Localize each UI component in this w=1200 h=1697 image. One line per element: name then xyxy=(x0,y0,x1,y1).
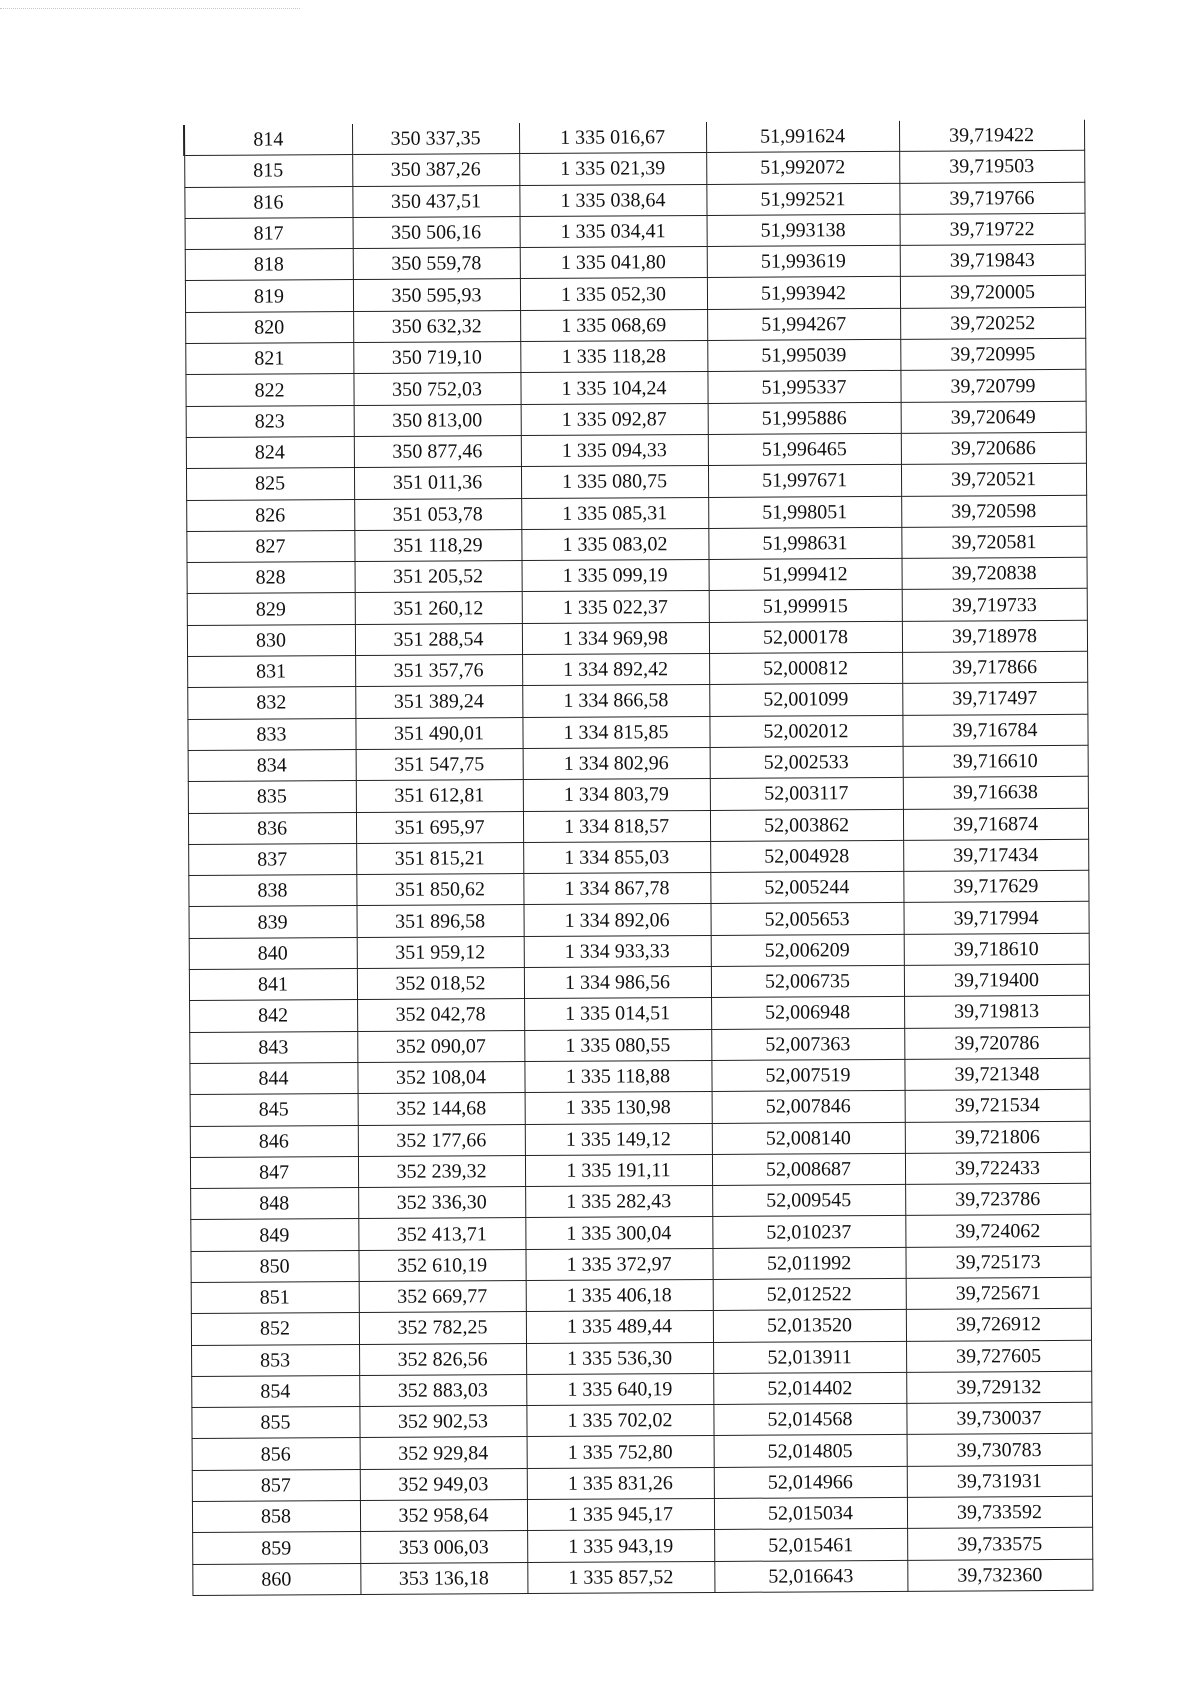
point-number-cell: 844 xyxy=(189,1062,357,1094)
x-coordinate-cell: 352 826,56 xyxy=(359,1343,526,1375)
longitude-cell: 39,719766 xyxy=(899,182,1084,214)
x-coordinate-cell: 353 136,18 xyxy=(360,1562,527,1594)
point-number-cell: 843 xyxy=(189,1031,357,1063)
point-number-cell: 850 xyxy=(190,1250,358,1282)
longitude-cell: 39,719503 xyxy=(899,151,1084,183)
point-number-cell: 849 xyxy=(190,1219,358,1251)
x-coordinate-cell: 352 958,64 xyxy=(360,1500,527,1532)
point-number-cell: 859 xyxy=(192,1532,360,1564)
x-coordinate-cell: 351 815,21 xyxy=(356,842,523,874)
latitude-cell: 52,015034 xyxy=(714,1497,907,1529)
latitude-cell: 52,002533 xyxy=(710,746,903,778)
table-row xyxy=(189,996,1089,1032)
point-number-cell: 814 xyxy=(184,124,352,156)
x-coordinate-cell: 350 387,26 xyxy=(352,154,519,186)
x-coordinate-cell: 351 260,12 xyxy=(355,592,522,624)
latitude-cell: 51,993619 xyxy=(707,246,900,278)
longitude-cell: 39,726912 xyxy=(906,1309,1091,1341)
table-row xyxy=(184,151,1084,187)
y-coordinate-cell: 1 334 969,98 xyxy=(522,622,709,654)
x-coordinate-cell: 350 559,78 xyxy=(353,248,520,280)
latitude-cell: 52,014402 xyxy=(713,1372,906,1404)
latitude-cell: 52,013520 xyxy=(713,1310,906,1342)
point-number-cell: 832 xyxy=(187,687,355,719)
longitude-cell: 39,725671 xyxy=(906,1277,1091,1309)
x-coordinate-cell: 350 813,00 xyxy=(354,404,521,436)
longitude-cell: 39,716784 xyxy=(902,714,1087,746)
table-row xyxy=(190,1246,1090,1282)
table-row xyxy=(190,1089,1090,1125)
x-coordinate-cell: 351 896,58 xyxy=(357,905,524,937)
x-coordinate-cell: 350 877,46 xyxy=(354,436,521,468)
y-coordinate-cell: 1 334 892,06 xyxy=(523,904,710,936)
longitude-cell: 39,720252 xyxy=(900,307,1085,339)
latitude-cell: 52,014568 xyxy=(713,1404,906,1436)
longitude-cell: 39,719813 xyxy=(904,996,1089,1028)
y-coordinate-cell: 1 334 803,79 xyxy=(523,779,710,811)
longitude-cell: 39,732360 xyxy=(907,1559,1092,1591)
y-coordinate-cell: 1 335 149,12 xyxy=(525,1123,712,1155)
x-coordinate-cell: 352 949,03 xyxy=(360,1468,527,1500)
table-row xyxy=(185,244,1085,280)
point-number-cell: 858 xyxy=(192,1501,360,1533)
y-coordinate-cell: 1 335 085,31 xyxy=(521,497,708,529)
point-number-cell: 827 xyxy=(186,530,354,562)
point-number-cell: 831 xyxy=(187,656,355,688)
point-number-cell: 823 xyxy=(186,405,354,437)
y-coordinate-cell: 1 335 034,41 xyxy=(520,215,707,247)
table-row xyxy=(187,557,1087,593)
table-row xyxy=(184,120,1084,156)
longitude-cell: 39,730037 xyxy=(906,1402,1091,1434)
point-number-cell: 841 xyxy=(189,969,357,1001)
table-row xyxy=(185,213,1085,249)
point-number-cell: 817 xyxy=(185,217,353,249)
point-number-cell: 820 xyxy=(185,311,353,343)
y-coordinate-cell: 1 334 818,57 xyxy=(523,810,710,842)
x-coordinate-cell: 352 669,77 xyxy=(359,1281,526,1313)
latitude-cell: 52,014966 xyxy=(714,1466,907,1498)
longitude-cell: 39,716610 xyxy=(903,745,1088,777)
point-number-cell: 856 xyxy=(192,1438,360,1470)
latitude-cell: 52,015461 xyxy=(714,1529,907,1561)
longitude-cell: 39,720581 xyxy=(901,526,1086,558)
x-coordinate-cell: 353 006,03 xyxy=(360,1531,527,1563)
coordinates-table xyxy=(183,120,1093,1596)
longitude-cell: 39,720649 xyxy=(901,401,1086,433)
longitude-cell: 39,716638 xyxy=(903,777,1088,809)
longitude-cell: 39,720786 xyxy=(904,1027,1089,1059)
y-coordinate-cell: 1 334 933,33 xyxy=(524,935,711,967)
x-coordinate-cell: 352 929,84 xyxy=(360,1437,527,1469)
point-number-cell: 818 xyxy=(185,249,353,281)
latitude-cell: 52,007519 xyxy=(711,1059,904,1091)
x-coordinate-cell: 351 205,52 xyxy=(355,561,522,593)
point-number-cell: 840 xyxy=(189,937,357,969)
y-coordinate-cell: 1 335 080,75 xyxy=(521,466,708,498)
point-number-cell: 821 xyxy=(185,343,353,375)
longitude-cell: 39,721806 xyxy=(905,1121,1090,1153)
table-row xyxy=(186,401,1086,437)
point-number-cell: 824 xyxy=(186,436,354,468)
x-coordinate-cell: 350 337,35 xyxy=(352,123,519,155)
longitude-cell: 39,720686 xyxy=(901,432,1086,464)
y-coordinate-cell: 1 335 536,30 xyxy=(526,1342,713,1374)
longitude-cell: 39,729132 xyxy=(906,1371,1091,1403)
longitude-cell: 39,731931 xyxy=(907,1465,1092,1497)
latitude-cell: 51,993138 xyxy=(707,214,900,246)
latitude-cell: 52,001099 xyxy=(709,684,902,716)
y-coordinate-cell: 1 335 118,88 xyxy=(524,1060,711,1092)
y-coordinate-cell: 1 335 943,19 xyxy=(527,1530,714,1562)
x-coordinate-cell: 351 288,54 xyxy=(355,623,522,655)
latitude-cell: 51,995039 xyxy=(707,339,900,371)
point-number-cell: 842 xyxy=(189,1000,357,1032)
y-coordinate-cell: 1 334 855,03 xyxy=(523,841,710,873)
latitude-cell: 52,007846 xyxy=(712,1091,905,1123)
point-number-cell: 825 xyxy=(186,468,354,500)
x-coordinate-cell: 350 752,03 xyxy=(353,373,520,405)
y-coordinate-cell: 1 334 986,56 xyxy=(524,966,711,998)
table-row xyxy=(190,1121,1090,1157)
longitude-cell: 39,727605 xyxy=(906,1340,1091,1372)
table-row xyxy=(190,1215,1090,1251)
longitude-cell: 39,720598 xyxy=(901,495,1086,527)
latitude-cell: 52,008687 xyxy=(712,1153,905,1185)
table-row xyxy=(186,526,1086,562)
x-coordinate-cell: 351 850,62 xyxy=(356,874,523,906)
longitude-cell: 39,720799 xyxy=(900,370,1085,402)
x-coordinate-cell: 350 719,10 xyxy=(353,342,520,374)
y-coordinate-cell: 1 335 945,17 xyxy=(527,1499,714,1531)
point-number-cell: 857 xyxy=(192,1469,360,1501)
point-number-cell: 829 xyxy=(187,593,355,625)
table-row xyxy=(192,1496,1092,1532)
y-coordinate-cell: 1 335 038,64 xyxy=(519,184,706,216)
latitude-cell: 51,999412 xyxy=(709,559,902,591)
latitude-cell: 51,998631 xyxy=(708,527,901,559)
point-number-cell: 852 xyxy=(191,1313,359,1345)
latitude-cell: 51,995337 xyxy=(707,371,900,403)
point-number-cell: 837 xyxy=(188,843,356,875)
y-coordinate-cell: 1 335 489,44 xyxy=(526,1311,713,1343)
table-row xyxy=(189,1027,1089,1063)
table-row xyxy=(187,683,1087,719)
y-coordinate-cell: 1 334 815,85 xyxy=(522,716,709,748)
x-coordinate-cell: 351 490,01 xyxy=(355,717,522,749)
latitude-cell: 52,006735 xyxy=(711,965,904,997)
longitude-cell: 39,730783 xyxy=(907,1434,1092,1466)
longitude-cell: 39,717497 xyxy=(902,683,1087,715)
longitude-cell: 39,719400 xyxy=(904,964,1089,996)
longitude-cell: 39,718610 xyxy=(904,933,1089,965)
y-coordinate-cell: 1 335 857,52 xyxy=(527,1561,714,1593)
table-row xyxy=(190,1152,1090,1188)
longitude-cell: 39,721534 xyxy=(905,1089,1090,1121)
x-coordinate-cell: 352 144,68 xyxy=(358,1093,525,1125)
table-row xyxy=(184,182,1084,218)
longitude-cell: 39,733592 xyxy=(907,1496,1092,1528)
table-row xyxy=(185,370,1085,406)
latitude-cell: 52,013911 xyxy=(713,1341,906,1373)
longitude-cell: 39,721348 xyxy=(904,1058,1089,1090)
point-number-cell: 836 xyxy=(188,812,356,844)
latitude-cell: 52,000178 xyxy=(709,621,902,653)
latitude-cell: 51,992072 xyxy=(706,152,899,184)
latitude-cell: 52,006209 xyxy=(711,934,904,966)
table-row xyxy=(192,1528,1092,1564)
longitude-cell: 39,719722 xyxy=(900,213,1085,245)
point-number-cell: 816 xyxy=(184,186,352,218)
y-coordinate-cell: 1 335 372,97 xyxy=(525,1248,712,1280)
table-row xyxy=(188,839,1088,875)
latitude-cell: 52,012522 xyxy=(713,1278,906,1310)
longitude-cell: 39,717866 xyxy=(902,651,1087,683)
table-row xyxy=(188,808,1088,844)
table-row xyxy=(188,870,1088,906)
y-coordinate-cell: 1 335 406,18 xyxy=(526,1279,713,1311)
x-coordinate-cell: 351 959,12 xyxy=(357,936,524,968)
y-coordinate-cell: 1 334 892,42 xyxy=(522,654,709,686)
longitude-cell: 39,717994 xyxy=(903,902,1088,934)
longitude-cell: 39,717629 xyxy=(903,870,1088,902)
y-coordinate-cell: 1 335 021,39 xyxy=(519,153,706,185)
point-number-cell: 830 xyxy=(187,624,355,656)
latitude-cell: 52,011992 xyxy=(712,1247,905,1279)
x-coordinate-cell: 352 018,52 xyxy=(357,968,524,1000)
latitude-cell: 51,992521 xyxy=(706,183,899,215)
y-coordinate-cell: 1 335 118,28 xyxy=(520,341,707,373)
latitude-cell: 52,007363 xyxy=(711,1028,904,1060)
table-row xyxy=(188,745,1088,781)
table-row xyxy=(185,307,1085,343)
longitude-cell: 39,719843 xyxy=(900,244,1085,276)
y-coordinate-cell: 1 335 702,02 xyxy=(526,1405,713,1437)
y-coordinate-cell: 1 334 866,58 xyxy=(522,685,709,717)
latitude-cell: 52,005653 xyxy=(710,903,903,935)
x-coordinate-cell: 352 239,32 xyxy=(358,1155,525,1187)
point-number-cell: 819 xyxy=(185,280,353,312)
table-row xyxy=(192,1434,1092,1470)
latitude-cell: 52,010237 xyxy=(712,1216,905,1248)
latitude-cell: 51,993942 xyxy=(707,277,900,309)
x-coordinate-cell: 351 357,76 xyxy=(355,655,522,687)
latitude-cell: 51,995886 xyxy=(708,402,901,434)
point-number-cell: 855 xyxy=(191,1407,359,1439)
longitude-cell: 39,725173 xyxy=(905,1246,1090,1278)
latitude-cell: 52,008140 xyxy=(712,1122,905,1154)
x-coordinate-cell: 350 632,32 xyxy=(353,310,520,342)
x-coordinate-cell: 351 547,75 xyxy=(356,748,523,780)
table-row xyxy=(189,933,1089,969)
latitude-cell: 52,006948 xyxy=(711,997,904,1029)
table-row xyxy=(191,1371,1091,1407)
y-coordinate-cell: 1 335 052,30 xyxy=(520,278,707,310)
point-number-cell: 853 xyxy=(191,1344,359,1376)
table-row xyxy=(190,1183,1090,1219)
y-coordinate-cell: 1 335 022,37 xyxy=(522,591,709,623)
x-coordinate-cell: 350 506,16 xyxy=(353,216,520,248)
table-row xyxy=(187,651,1087,687)
table-row xyxy=(186,464,1086,500)
latitude-cell: 52,000812 xyxy=(709,652,902,684)
x-coordinate-cell: 352 108,04 xyxy=(357,1061,524,1093)
longitude-cell: 39,719422 xyxy=(899,120,1084,152)
y-coordinate-cell: 1 335 041,80 xyxy=(520,247,707,279)
point-number-cell: 822 xyxy=(185,374,353,406)
longitude-cell: 39,720995 xyxy=(900,338,1085,370)
point-number-cell: 833 xyxy=(187,718,355,750)
longitude-cell: 39,720838 xyxy=(902,557,1087,589)
latitude-cell: 51,991624 xyxy=(706,121,899,153)
longitude-cell: 39,722433 xyxy=(905,1152,1090,1184)
y-coordinate-cell: 1 335 099,19 xyxy=(522,560,709,592)
latitude-cell: 51,999915 xyxy=(709,590,902,622)
latitude-cell: 52,004928 xyxy=(710,840,903,872)
table-row xyxy=(191,1309,1091,1345)
point-number-cell: 847 xyxy=(190,1156,358,1188)
y-coordinate-cell: 1 335 752,80 xyxy=(527,1436,714,1468)
point-number-cell: 848 xyxy=(190,1188,358,1220)
x-coordinate-cell: 352 883,03 xyxy=(359,1374,526,1406)
y-coordinate-cell: 1 335 094,33 xyxy=(521,434,708,466)
y-coordinate-cell: 1 334 802,96 xyxy=(523,747,710,779)
latitude-cell: 52,003117 xyxy=(710,778,903,810)
table-row xyxy=(187,620,1087,656)
x-coordinate-cell: 352 177,66 xyxy=(358,1124,525,1156)
table-row xyxy=(192,1465,1092,1501)
table-row xyxy=(186,432,1086,468)
y-coordinate-cell: 1 335 300,04 xyxy=(525,1217,712,1249)
table-row xyxy=(189,902,1089,938)
point-number-cell: 838 xyxy=(188,875,356,907)
x-coordinate-cell: 351 053,78 xyxy=(354,498,521,530)
latitude-cell: 51,994267 xyxy=(707,308,900,340)
latitude-cell: 52,003862 xyxy=(710,809,903,841)
table-row xyxy=(185,338,1085,374)
x-coordinate-cell: 351 011,36 xyxy=(354,467,521,499)
y-coordinate-cell: 1 335 191,11 xyxy=(525,1154,712,1186)
table-row xyxy=(185,276,1085,312)
table-row xyxy=(187,714,1087,750)
latitude-cell: 52,005244 xyxy=(710,871,903,903)
table-row xyxy=(189,1058,1089,1094)
x-coordinate-cell: 351 118,29 xyxy=(354,529,521,561)
latitude-cell: 52,002012 xyxy=(709,715,902,747)
x-coordinate-cell: 352 336,30 xyxy=(358,1187,525,1219)
y-coordinate-cell: 1 335 016,67 xyxy=(519,122,706,154)
coordinates-table-body xyxy=(184,120,1092,1596)
latitude-cell: 51,997671 xyxy=(708,465,901,497)
table-row xyxy=(189,964,1089,1000)
x-coordinate-cell: 351 389,24 xyxy=(355,686,522,718)
point-number-cell: 828 xyxy=(187,562,355,594)
x-coordinate-cell: 352 413,71 xyxy=(358,1218,525,1250)
y-coordinate-cell: 1 335 068,69 xyxy=(520,309,707,341)
scan-edge-mark xyxy=(0,8,300,9)
x-coordinate-cell: 352 610,19 xyxy=(358,1249,525,1281)
point-number-cell: 854 xyxy=(191,1375,359,1407)
table-row xyxy=(191,1402,1091,1438)
point-number-cell: 860 xyxy=(192,1563,360,1595)
longitude-cell: 39,724062 xyxy=(905,1215,1090,1247)
longitude-cell: 39,717434 xyxy=(903,839,1088,871)
x-coordinate-cell: 352 042,78 xyxy=(357,999,524,1031)
table-row xyxy=(191,1277,1091,1313)
point-number-cell: 846 xyxy=(190,1125,358,1157)
table-row xyxy=(186,495,1086,531)
table-row xyxy=(187,589,1087,625)
y-coordinate-cell: 1 335 080,55 xyxy=(524,1029,711,1061)
y-coordinate-cell: 1 335 130,98 xyxy=(525,1092,712,1124)
latitude-cell: 51,996465 xyxy=(708,433,901,465)
x-coordinate-cell: 350 437,51 xyxy=(352,185,519,217)
x-coordinate-cell: 351 695,97 xyxy=(356,811,523,843)
y-coordinate-cell: 1 335 092,87 xyxy=(521,403,708,435)
latitude-cell: 51,998051 xyxy=(708,496,901,528)
longitude-cell: 39,719733 xyxy=(902,589,1087,621)
longitude-cell: 39,723786 xyxy=(905,1183,1090,1215)
y-coordinate-cell: 1 335 831,26 xyxy=(527,1467,714,1499)
y-coordinate-cell: 1 335 083,02 xyxy=(521,528,708,560)
x-coordinate-cell: 352 090,07 xyxy=(357,1030,524,1062)
point-number-cell: 815 xyxy=(184,155,352,187)
latitude-cell: 52,014805 xyxy=(714,1435,907,1467)
y-coordinate-cell: 1 335 104,24 xyxy=(520,372,707,404)
y-coordinate-cell: 1 335 640,19 xyxy=(526,1373,713,1405)
x-coordinate-cell: 352 782,25 xyxy=(359,1312,526,1344)
longitude-cell: 39,720521 xyxy=(901,464,1086,496)
x-coordinate-cell: 350 595,93 xyxy=(353,279,520,311)
longitude-cell: 39,716874 xyxy=(903,808,1088,840)
latitude-cell: 52,016643 xyxy=(714,1560,907,1592)
table-row xyxy=(188,777,1088,813)
latitude-cell: 52,009545 xyxy=(712,1184,905,1216)
longitude-cell: 39,718978 xyxy=(902,620,1087,652)
table-row xyxy=(192,1559,1092,1595)
point-number-cell: 851 xyxy=(191,1281,359,1313)
x-coordinate-cell: 352 902,53 xyxy=(359,1406,526,1438)
y-coordinate-cell: 1 335 014,51 xyxy=(524,998,711,1030)
point-number-cell: 826 xyxy=(186,499,354,531)
y-coordinate-cell: 1 335 282,43 xyxy=(525,1186,712,1218)
longitude-cell: 39,720005 xyxy=(900,276,1085,308)
point-number-cell: 834 xyxy=(188,749,356,781)
table-row xyxy=(191,1340,1091,1376)
x-coordinate-cell: 351 612,81 xyxy=(356,780,523,812)
longitude-cell: 39,733575 xyxy=(907,1528,1092,1560)
y-coordinate-cell: 1 334 867,78 xyxy=(523,873,710,905)
point-number-cell: 845 xyxy=(190,1094,358,1126)
point-number-cell: 835 xyxy=(188,781,356,813)
point-number-cell: 839 xyxy=(189,906,357,938)
